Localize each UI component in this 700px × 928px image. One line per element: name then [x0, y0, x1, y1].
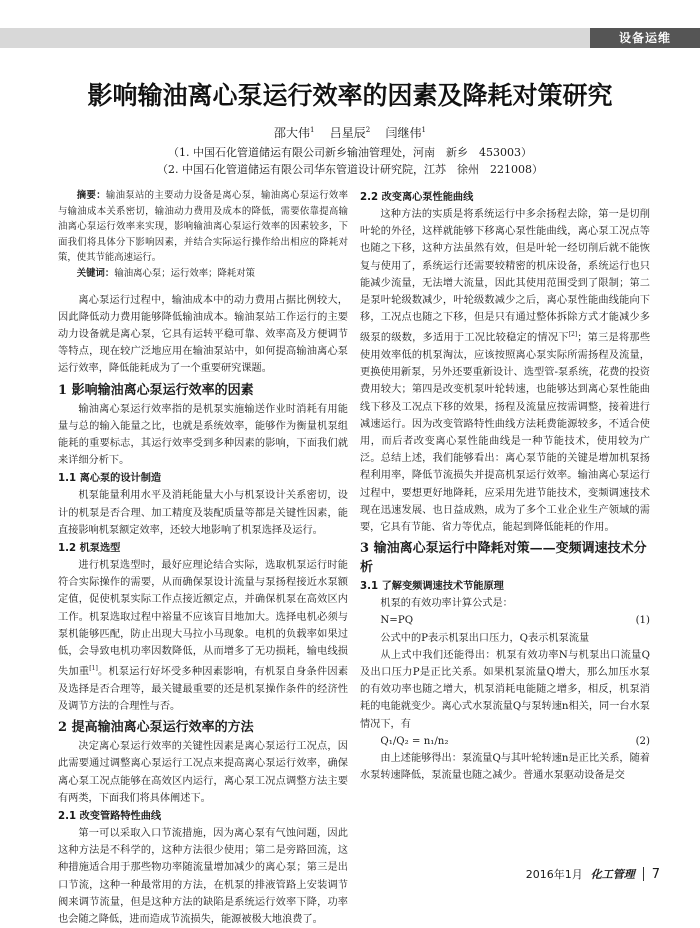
left-column [58, 188, 348, 928]
body-paragraph: 第一可以采取入口节流措施，因为离心泵有气蚀问题，因此这种方法是不科学的，这种方法很少使用；第二是旁路回流，这种措施适合用于那些物功率随流量增加减少的离心泵；第三是出口节流，这种一种最常用的方法，在机泵的排液管路上安装调节阀来调节流量，但是这种方法的缺陷是系统运行效率下降，功率也会随之降低，进而造成节流损失，能源被极大地浪费了。 [58, 828, 348, 926]
equation-1 [360, 612, 650, 629]
keywords-text: 输油离心泵；运行效率；降耗对策 [114, 267, 255, 279]
intro-paragraph: 离心泵运行过程中，输油成本中的动力费用占据比例较大，因此降低动力费用能够降低输油成本。输油泵站工作运行的主要动力设备就是离心泵，它具有运转平稳可靠、效率高及方便调节等特点，现在较广泛地应用在输油泵站中，如何提高输油离心泵运行效率，降低能耗成为了一个重要研究课题。 [58, 294, 348, 375]
journal-name: 化工管理 [590, 868, 635, 881]
equation-number: (2) [635, 735, 650, 747]
author-name: 邵大伟 [274, 126, 311, 140]
page-footer [526, 866, 660, 882]
affiliation: （1. 中国石化管道储运有限公司新乡输油管理处，河南 新乡 453003） [168, 146, 532, 159]
right-column [360, 188, 650, 784]
page-number: 7 [651, 866, 660, 882]
author-name: 吕星辰 [329, 126, 366, 140]
body-text: 。机泵运行好坏受多种因素影响，有机泵自身条件因素及选择是否合理等，最关键最重要的还是机泵操作条件的经济性及调节方法的合理性与否。 [58, 666, 349, 713]
keywords-label: 关键词： [76, 267, 115, 279]
body-paragraph [58, 557, 348, 715]
affiliation: （2. 中国石化管道储运有限公司华东管道设计研究院，江苏 徐州 221008） [157, 163, 543, 176]
body-paragraph: 决定离心泵运行效率的关键性因素是离心泵运行工况点，因此需要通过调整离心泵运行工况点来提高离心泵运行效率，确保离心泵工况点能够在高效区内运行，离心泵工况点调整方法主要有两类，下面我们将具体阐述下。 [58, 741, 348, 804]
section-heading: 3 输油离心泵运行中降耗对策——变频调速技术分析 [360, 541, 647, 576]
section-heading: 1 影响输油离心泵运行效率的因素 [58, 382, 254, 398]
paper-title: 影响输油离心泵运行效率的因素及降耗对策研究 [87, 81, 613, 110]
body-paragraph [360, 206, 650, 536]
footer-divider [643, 867, 644, 881]
abstract-text: 输油泵站的主要动力设备是离心泵，输油离心泵运行效率与输油成本关系密切，输油动力费用及成本的降低，需要依靠提高输油离心泵运行效率来实现，影响输油离心泵运行效率的因素较多，下面我们将具体分下影响因素，并结合实际运行操作给出相应的降耗对策，使其节能高速运行。 [58, 190, 348, 264]
body-paragraph: 机泵能量利用水平及消耗能量大小与机泵设计关系密切，设计的机泵是否合理、加工精度及装配质量等都是关键性因素，能直接影响机泵额定效率，还较大地影响了机泵选择及运行。 [58, 490, 348, 536]
subsection-heading: 2.2 改变离心泵性能曲线 [360, 192, 474, 203]
equation-number: (1) [635, 615, 650, 627]
section-banner [0, 28, 700, 48]
citation-ref: [2] [568, 331, 578, 339]
author-name: 闫继伟 [385, 126, 422, 140]
subsection-heading: 1.2 机泵选型 [58, 543, 121, 554]
equation-text: Q₁/Q₂ = n₁/n₂ [380, 735, 449, 747]
equation-text: N=PQ [380, 615, 414, 627]
abstract [58, 188, 348, 282]
abstract-label: 摘要： [76, 190, 106, 201]
body-paragraph: 机泵的有效功率计算公式是： [380, 598, 513, 610]
body-text: ；第三是将那些使用效率低的机泵淘汰，应该按照离心泵实际所需扬程及流量，更换使用新泵，另外还要重新设计、选型管-泵系统，花费的投资费用较大；第四是改变机泵叶轮转速，也能够达到离心泵性能曲线下移及工况点下移的效果，扬程及流量应按需调整，接着进行减速运行。因为改变管路特性曲线方法耗费能源较多，不适合使用，而后者改变离心泵性能曲线是一种节能技术，使用较为广泛。总结上述，我们能够看出：离心泵节能的关键是增加机泵扬程利用率，降低节流损失并提高机泵运行效率。输油离心泵运行过程中，要想更好地降耗，应采用先进节能技术，变频调速技术现在迅速发展、也日益成熟，成为了多个工业企业生产领域的需要，它具有节能、省力等优点，能起到降低能耗的作用。 [360, 332, 651, 534]
body-paragraph: 由上述能够得出：泵流量Q与其叶轮转速n是正比关系，随着水泵转速降低，泵流量也随之减少。普通水泵驱动设备是交 [360, 753, 650, 782]
section-tag: 设备运维 [590, 28, 700, 48]
subsection-heading: 2.1 改变管路特性曲线 [58, 811, 162, 823]
issue-date: 2016年1月 [525, 868, 583, 881]
citation-ref: [1] [89, 665, 98, 673]
author-aff-mark: 1 [310, 126, 315, 134]
subsection-heading: 3.1 了解变频调速技术节能原理 [360, 581, 504, 593]
body-paragraph: 从上式中我们还能得出：机泵有效功率N与机泵出口流量Q及出口压力P是正比关系。如果机泵流量Q增大，那么加压水泵的有效功率也随之增大，机泵消耗电能随之增多，相反，机泵消耗的电能就变少。离心式水泵流量Q与泵转速n相关，同一台水泵情况下，有 [360, 649, 650, 730]
section-heading: 2 提高输油离心泵运行效率的方法 [58, 720, 254, 736]
author-aff-mark: 1 [421, 126, 426, 134]
body-text: 进行机泵选型时，最好应理论结合实际，选取机泵运行时能符合实际操作的需要，从而确保泵设计流量与泵扬程接近水泵额定值，促使机泵实际工作点接近额定点，并确保机泵在高效区内工作。机泵选取过程中裕量不应该盲目地加大。选择电机必须与泵机能够匹配，防止出现大马拉小马现象。电机的负载率如果过低，会导致电机功率因数降低，从而增多了无功损耗，输电线损失加重 [58, 560, 348, 678]
body-paragraph: 输油离心泵运行效率指的是机泵实施输送作业时消耗有用能量与总的输入能量之比，也就是系统效率，能够作为衡量机泵组能耗的重要标志，其运行效率受到多种因素的影响，下面我们就来详细分析下。 [58, 403, 348, 467]
author-aff-mark: 2 [365, 126, 371, 134]
equation-2 [360, 733, 650, 750]
subsection-heading: 1.1 离心泵的设计制造 [58, 473, 162, 485]
author-list [0, 124, 700, 141]
body-text: 这种方法的实质是将系统运行中多余扬程去除，第一是切削叶轮的外径，这样就能够下移离心泵性能曲线，离心泵工况点等也随之下移，这种方法虽然有效，但是叶轮一经切削后就不能恢复与使用了，系统运行还需要较精密的机床设备，系统运行也只能减少流量，无法增大流量，因此其使用范围受到了限制；第二是泵叶轮级数减少，叶轮级数减少之后，离心泵性能曲线能向下移，工况点也随之下移，但是只有通过整体拆除方式才能减少多级泵的级数，多适用于工况比较稳定的情况下 [360, 209, 650, 344]
body-paragraph: 公式中的P表示机泵出口压力，Q表示机泵流量 [380, 632, 590, 644]
